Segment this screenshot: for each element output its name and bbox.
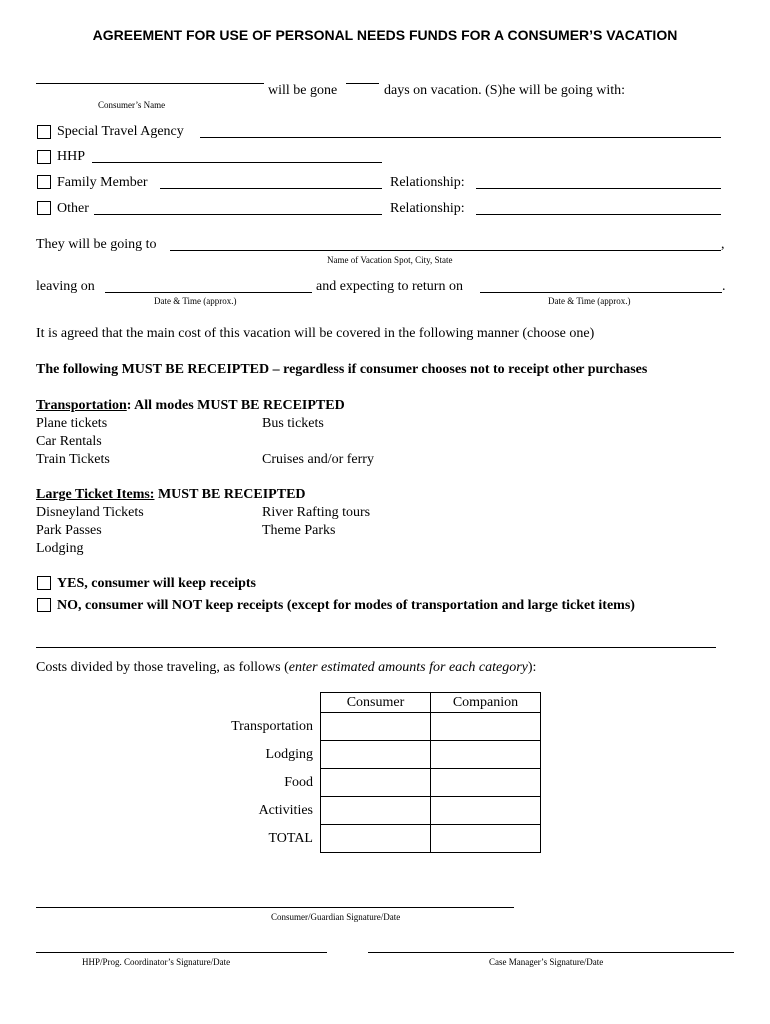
companion-food-cell[interactable] (431, 769, 541, 797)
case-manager-signature-line[interactable] (368, 952, 734, 953)
transport-item: Cruises and/or ferry (262, 452, 374, 467)
consumer-signature-caption: Consumer/Guardian Signature/Date (271, 912, 401, 922)
transportation-heading (36, 398, 345, 414)
costs-intro-em: enter estimated amounts for each category (288, 660, 528, 675)
leaving-date-field[interactable] (105, 292, 312, 293)
transport-item: Plane tickets (36, 416, 108, 431)
family-relationship-field[interactable] (476, 188, 721, 189)
leaving-on-text: leaving on (36, 279, 95, 294)
transportation-heading-label: Transportation (36, 398, 127, 413)
days-field[interactable] (346, 83, 379, 84)
other-label: Other (57, 201, 89, 216)
yes-receipts-label: YES, consumer will keep receipts (57, 576, 256, 591)
agreement-text: It is agreed that the main cost of this vacation will be covered in the following manner (choose one) (36, 326, 595, 341)
days-text: days on vacation. (S)he will be going with: (384, 83, 626, 98)
cost-row-label: Lodging (265, 747, 313, 762)
no-receipts-label: NO, consumer will NOT keep receipts (except for modes of transportation and large ticket items) (57, 598, 635, 613)
companion-lodging-cell[interactable] (431, 741, 541, 769)
return-text: and expecting to return on (316, 279, 463, 294)
family-member-checkbox[interactable] (37, 175, 51, 189)
transportation-heading-rest: : All modes MUST BE RECEIPTED (126, 398, 345, 413)
cost-row-label: Transportation (231, 719, 313, 734)
coordinator-signature-line[interactable] (36, 952, 327, 953)
consumer-column-header: Consumer (321, 693, 431, 713)
transport-item: Car Rentals (36, 434, 102, 449)
hhp-field[interactable] (92, 162, 382, 163)
leaving-date-caption: Date & Time (approx.) (154, 296, 237, 306)
consumer-signature-line[interactable] (36, 907, 514, 908)
return-date-field[interactable] (480, 292, 722, 293)
must-receipt-text: The following MUST BE RECEIPTED – regardless if consumer chooses not to receipt other purchases (36, 362, 648, 377)
consumer-activities-cell[interactable] (321, 797, 431, 825)
large-items-heading-rest: MUST BE RECEIPTED (154, 487, 306, 502)
special-travel-agency-label: Special Travel Agency (57, 124, 184, 139)
family-member-field[interactable] (160, 188, 382, 189)
no-receipts-checkbox[interactable] (37, 598, 51, 612)
other-checkbox[interactable] (37, 201, 51, 215)
large-item: Park Passes (36, 523, 102, 538)
large-item: Theme Parks (262, 523, 336, 538)
return-period: . (722, 279, 726, 294)
vacation-spot-field[interactable] (170, 250, 721, 251)
case-manager-signature-caption: Case Manager’s Signature/Date (489, 957, 604, 967)
large-items-heading (36, 487, 306, 503)
other-relationship-label: Relationship: (390, 201, 465, 216)
going-to-text: They will be going to (36, 237, 157, 252)
family-relationship-label: Relationship: (390, 175, 465, 190)
costs-table (320, 692, 541, 853)
large-item: Disneyland Tickets (36, 505, 144, 520)
transport-item: Bus tickets (262, 416, 324, 431)
coordinator-signature-caption: HHP/Prog. Coordinator’s Signature/Date (82, 957, 231, 967)
page-title: AGREEMENT FOR USE OF PERSONAL NEEDS FUNDS FOR A CONSUMER’S VACATION (92, 27, 678, 43)
consumer-name-field[interactable] (36, 83, 264, 84)
hhp-label: HHP (57, 149, 86, 164)
transport-item: Train Tickets (36, 452, 110, 467)
yes-receipts-checkbox[interactable] (37, 576, 51, 590)
cost-row-label: Activities (258, 803, 313, 818)
costs-intro-pre: Costs divided by those traveling, as follows ( (36, 660, 289, 675)
consumer-food-cell[interactable] (321, 769, 431, 797)
large-item: River Rafting tours (262, 505, 371, 520)
will-be-gone-text: will be gone (268, 83, 338, 98)
companion-column-header: Companion (431, 693, 541, 713)
large-items-heading-label: Large Ticket Items: (36, 487, 155, 502)
special-travel-agency-checkbox[interactable] (37, 125, 51, 139)
large-item: Lodging (36, 541, 84, 556)
consumer-name-caption: Consumer’s Name (98, 100, 166, 110)
going-to-comma: , (721, 237, 725, 252)
other-relationship-field[interactable] (476, 214, 721, 215)
return-date-caption: Date & Time (approx.) (548, 296, 631, 306)
vacation-spot-caption: Name of Vacation Spot, City, State (327, 255, 453, 265)
consumer-transportation-cell[interactable] (321, 713, 431, 741)
costs-intro-post: ): (527, 660, 537, 675)
companion-total-cell[interactable] (431, 825, 541, 853)
hhp-checkbox[interactable] (37, 150, 51, 164)
cost-row-label: TOTAL (268, 831, 313, 846)
divider-line (36, 647, 716, 648)
other-field[interactable] (94, 214, 382, 215)
consumer-total-cell[interactable] (321, 825, 431, 853)
companion-transportation-cell[interactable] (431, 713, 541, 741)
family-member-label: Family Member (57, 175, 148, 190)
costs-intro (36, 660, 536, 676)
cost-row-label: Food (284, 775, 313, 790)
companion-activities-cell[interactable] (431, 797, 541, 825)
special-travel-agency-field[interactable] (200, 137, 721, 138)
consumer-lodging-cell[interactable] (321, 741, 431, 769)
